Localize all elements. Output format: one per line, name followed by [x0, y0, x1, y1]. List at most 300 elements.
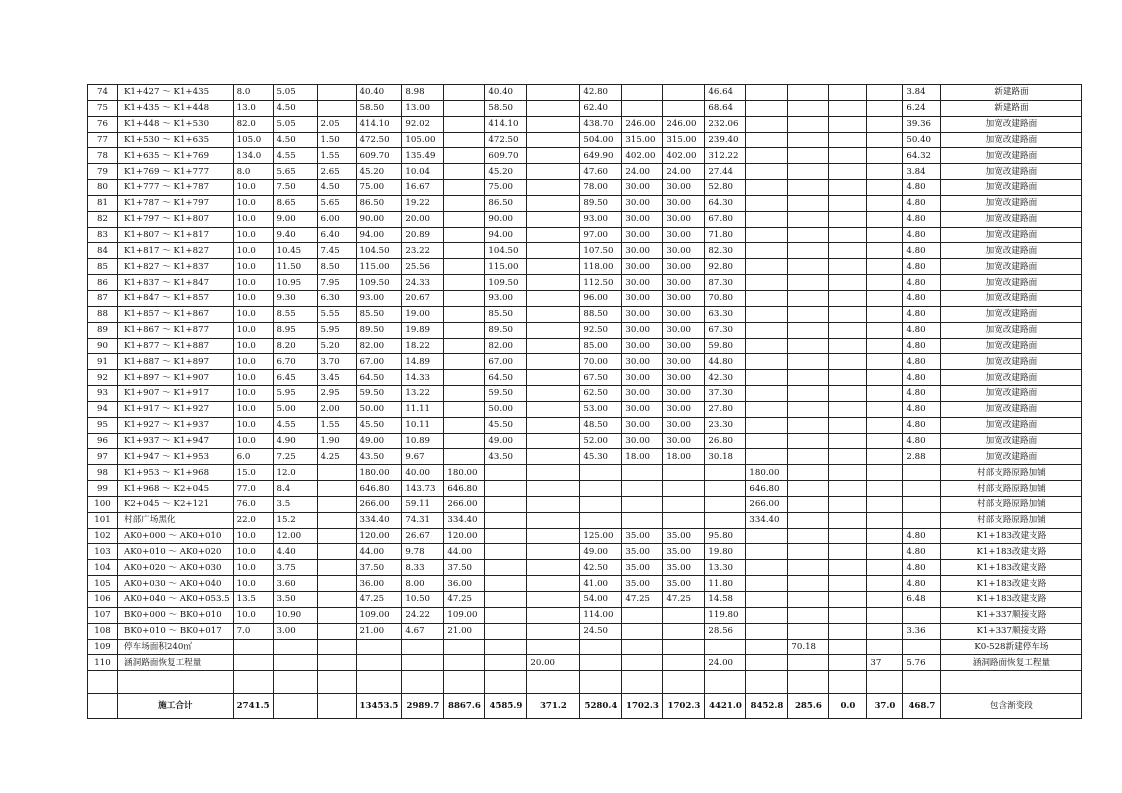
table-cell: [317, 560, 356, 576]
table-cell: [622, 655, 663, 671]
table-cell: K1+183改建支路: [941, 560, 1082, 576]
table-cell: [705, 639, 746, 655]
table-cell: [485, 623, 527, 639]
table-cell: 加宽改建路面: [941, 386, 1082, 402]
table-row: [88, 370, 1082, 386]
table-cell: [485, 671, 527, 694]
table-cell: [867, 576, 903, 592]
table-cell: [317, 465, 356, 481]
table-cell: [867, 560, 903, 576]
total-cell: 371.2: [527, 694, 580, 719]
table-cell: [788, 164, 829, 180]
table-cell: 3.60: [273, 576, 317, 592]
table-cell: 30.00: [622, 322, 663, 338]
table-cell: 87: [88, 290, 118, 306]
table-cell: [485, 560, 527, 576]
table-cell: [867, 164, 903, 180]
table-cell: 9.67: [402, 449, 444, 465]
table-cell: [527, 576, 580, 592]
table-cell: [527, 354, 580, 370]
table-cell: 109.00: [356, 607, 402, 623]
table-cell: 24.50: [580, 623, 622, 639]
table-row: [88, 243, 1082, 259]
table-cell: 30.00: [622, 243, 663, 259]
table-row: [88, 576, 1082, 592]
table-cell: [788, 560, 829, 576]
table-cell: 4.80: [903, 290, 941, 306]
table-cell: [829, 306, 867, 322]
table-cell: K1+827 ～ K1+837: [118, 259, 234, 275]
table-cell: [527, 623, 580, 639]
table-cell: 30.00: [663, 180, 705, 196]
table-cell: 109.00: [444, 607, 485, 623]
table-cell: 315.00: [622, 132, 663, 148]
table-cell: 90.00: [485, 211, 527, 227]
table-cell: 143.73: [402, 481, 444, 497]
table-cell: [746, 639, 788, 655]
table-cell: [580, 639, 622, 655]
table-row: [88, 132, 1082, 148]
table-cell: 27.80: [705, 401, 746, 417]
table-cell: K1+769 ～ K1+777: [118, 164, 234, 180]
table-cell: 5.65: [317, 195, 356, 211]
table-cell: 6.40: [317, 227, 356, 243]
table-cell: 10.95: [273, 275, 317, 291]
table-cell: 4.80: [903, 180, 941, 196]
table-cell: 30.00: [622, 259, 663, 275]
table-cell: 64.30: [705, 195, 746, 211]
total-row: [88, 694, 1082, 719]
table-cell: 30.00: [663, 417, 705, 433]
table-cell: 30.00: [663, 290, 705, 306]
table-cell: 10.0: [233, 607, 273, 623]
table-cell: 35.00: [622, 528, 663, 544]
table-cell: 37.30: [705, 386, 746, 402]
table-cell: [829, 449, 867, 465]
table-cell: [788, 85, 829, 101]
table-cell: 26.67: [402, 528, 444, 544]
table-cell: 7.0: [233, 623, 273, 639]
table-cell: 89: [88, 322, 118, 338]
table-cell: 20.00: [527, 655, 580, 671]
table-cell: [527, 148, 580, 164]
table-cell: 加宽改建路面: [941, 243, 1082, 259]
table-cell: 92.80: [705, 259, 746, 275]
table-cell: 13.00: [402, 100, 444, 116]
table-cell: 334.40: [444, 512, 485, 528]
table-row: [88, 481, 1082, 497]
table-cell: 4.80: [903, 417, 941, 433]
table-cell: 30.00: [663, 370, 705, 386]
table-cell: [867, 528, 903, 544]
table-cell: [527, 465, 580, 481]
table-cell: [829, 417, 867, 433]
table-cell: 10.0: [233, 528, 273, 544]
table-cell: 104.50: [356, 243, 402, 259]
table-cell: 13.22: [402, 386, 444, 402]
table-cell: [829, 243, 867, 259]
table-cell: [444, 227, 485, 243]
table-cell: 180.00: [746, 465, 788, 481]
table-cell: [867, 639, 903, 655]
table-cell: 30.00: [663, 386, 705, 402]
table-cell: [788, 180, 829, 196]
table-cell: 30.00: [663, 243, 705, 259]
table-cell: 15.2: [273, 512, 317, 528]
table-cell: [527, 85, 580, 101]
table-cell: [788, 528, 829, 544]
table-cell: 114.00: [580, 607, 622, 623]
table-row: [88, 401, 1082, 417]
table-cell: 3.00: [273, 623, 317, 639]
table-cell: K1+867 ～ K1+877: [118, 322, 234, 338]
table-cell: [829, 164, 867, 180]
table-cell: 20.89: [402, 227, 444, 243]
table-cell: 81: [88, 195, 118, 211]
table-cell: [444, 639, 485, 655]
table-cell: 36.00: [356, 576, 402, 592]
table-row: [88, 592, 1082, 608]
table-cell: [867, 512, 903, 528]
table-cell: [746, 211, 788, 227]
table-cell: 8.20: [273, 338, 317, 354]
table-cell: 30.00: [622, 275, 663, 291]
table-cell: 43.50: [485, 449, 527, 465]
table-cell: 45.30: [580, 449, 622, 465]
table-cell: 76: [88, 116, 118, 132]
table-cell: [867, 338, 903, 354]
table-cell: [829, 85, 867, 101]
table-cell: [705, 512, 746, 528]
table-cell: 47.25: [356, 592, 402, 608]
table-cell: 104: [88, 560, 118, 576]
table-cell: 5.95: [273, 386, 317, 402]
table-cell: [622, 481, 663, 497]
table-cell: 8.65: [273, 195, 317, 211]
table-cell: [317, 623, 356, 639]
table-cell: [580, 496, 622, 512]
table-cell: [317, 85, 356, 101]
table-cell: 5.00: [273, 401, 317, 417]
blank-row: [88, 671, 1082, 694]
table-cell: 87.30: [705, 275, 746, 291]
table-cell: K1+448 ～ K1+530: [118, 116, 234, 132]
table-cell: 50.00: [485, 401, 527, 417]
table-cell: [867, 227, 903, 243]
table-cell: [88, 694, 118, 719]
table-cell: [527, 528, 580, 544]
table-cell: [444, 401, 485, 417]
table-cell: [903, 639, 941, 655]
table-cell: [527, 116, 580, 132]
table-row: [88, 623, 1082, 639]
table-cell: 106: [88, 592, 118, 608]
table-cell: 25.56: [402, 259, 444, 275]
table-cell: 10.90: [273, 607, 317, 623]
table-cell: 10.0: [233, 417, 273, 433]
table-cell: [829, 655, 867, 671]
table-cell: 5.05: [273, 85, 317, 101]
table-cell: [485, 655, 527, 671]
table-cell: AK0+020 ～ AK0+030: [118, 560, 234, 576]
table-cell: 4.50: [273, 100, 317, 116]
quantity-table-sheet: [87, 84, 1082, 719]
table-cell: K1+777 ～ K1+787: [118, 180, 234, 196]
table-row: [88, 655, 1082, 671]
table-cell: [402, 639, 444, 655]
table-cell: 74: [88, 85, 118, 101]
table-cell: 加宽改建路面: [941, 275, 1082, 291]
table-cell: [317, 544, 356, 560]
table-cell: 40.40: [485, 85, 527, 101]
table-cell: 10.0: [233, 354, 273, 370]
table-cell: [867, 132, 903, 148]
table-cell: 49.00: [580, 544, 622, 560]
table-cell: [746, 417, 788, 433]
table-cell: [788, 275, 829, 291]
table-cell: [622, 465, 663, 481]
table-cell: [663, 671, 705, 694]
table-cell: 59.11: [402, 496, 444, 512]
table-cell: 3.45: [317, 370, 356, 386]
table-cell: 44.80: [705, 354, 746, 370]
table-cell: 414.10: [356, 116, 402, 132]
total-cell: 2741.5: [233, 694, 273, 719]
table-row: [88, 386, 1082, 402]
table-row: [88, 354, 1082, 370]
table-cell: [903, 671, 941, 694]
table-cell: 75.00: [356, 180, 402, 196]
table-cell: [527, 370, 580, 386]
table-cell: 23.30: [705, 417, 746, 433]
table-cell: [622, 671, 663, 694]
table-cell: [867, 449, 903, 465]
table-cell: 59.80: [705, 338, 746, 354]
table-cell: 8.0: [233, 85, 273, 101]
table-cell: [867, 100, 903, 116]
table-cell: K1+183改建支路: [941, 576, 1082, 592]
table-row: [88, 338, 1082, 354]
table-cell: [829, 370, 867, 386]
table-row: [88, 465, 1082, 481]
table-cell: [829, 211, 867, 227]
table-cell: [788, 544, 829, 560]
table-cell: [317, 100, 356, 116]
table-cell: 86.50: [356, 195, 402, 211]
table-cell: 100: [88, 496, 118, 512]
table-cell: 10.0: [233, 306, 273, 322]
table-cell: [867, 290, 903, 306]
table-cell: 108: [88, 623, 118, 639]
table-cell: 47.25: [663, 592, 705, 608]
table-cell: 52.80: [705, 180, 746, 196]
table-cell: 4.80: [903, 560, 941, 576]
table-cell: [317, 607, 356, 623]
table-cell: 加宽改建路面: [941, 338, 1082, 354]
table-cell: 27.44: [705, 164, 746, 180]
total-cell: 0.0: [829, 694, 867, 719]
table-cell: 4.90: [273, 433, 317, 449]
table-cell: [829, 465, 867, 481]
table-cell: 115.00: [356, 259, 402, 275]
table-cell: 48.50: [580, 417, 622, 433]
table-cell: 266.00: [444, 496, 485, 512]
table-cell: K1+337顺接支路: [941, 623, 1082, 639]
table-cell: 1.50: [317, 132, 356, 148]
table-cell: [580, 481, 622, 497]
table-cell: 涵洞路面恢复工程量: [118, 655, 234, 671]
table-cell: 10.0: [233, 560, 273, 576]
table-cell: 6.30: [317, 290, 356, 306]
total-cell: 1702.3: [622, 694, 663, 719]
table-cell: [663, 85, 705, 101]
table-cell: 9.30: [273, 290, 317, 306]
table-cell: 8.50: [317, 259, 356, 275]
table-cell: [444, 275, 485, 291]
table-cell: 93.00: [485, 290, 527, 306]
table-cell: 3.84: [903, 85, 941, 101]
table-cell: [746, 671, 788, 694]
table-cell: 94: [88, 401, 118, 417]
table-cell: 58.50: [485, 100, 527, 116]
table-cell: 101: [88, 512, 118, 528]
table-cell: 15.0: [233, 465, 273, 481]
table-cell: [867, 401, 903, 417]
total-cell: 8867.6: [444, 694, 485, 719]
table-cell: 76.0: [233, 496, 273, 512]
table-cell: [527, 275, 580, 291]
table-cell: 村部支路原路加铺: [941, 512, 1082, 528]
table-cell: 30.00: [663, 275, 705, 291]
table-cell: [527, 496, 580, 512]
table-cell: [444, 259, 485, 275]
total-cell: 1702.3: [663, 694, 705, 719]
table-cell: 104.50: [485, 243, 527, 259]
table-cell: [402, 655, 444, 671]
table-cell: 53.00: [580, 401, 622, 417]
table-cell: BK0+000 ～ BK0+010: [118, 607, 234, 623]
table-cell: K1+937 ～ K1+947: [118, 433, 234, 449]
table-cell: 14.89: [402, 354, 444, 370]
table-row: [88, 211, 1082, 227]
table-cell: [788, 449, 829, 465]
table-cell: 103: [88, 544, 118, 560]
table-cell: 4.80: [903, 306, 941, 322]
table-cell: [746, 259, 788, 275]
table-cell: 24.33: [402, 275, 444, 291]
table-cell: 71.80: [705, 227, 746, 243]
table-row: [88, 607, 1082, 623]
table-cell: [829, 544, 867, 560]
table-cell: [527, 180, 580, 196]
table-cell: 120.00: [444, 528, 485, 544]
table-cell: 加宽改建路面: [941, 322, 1082, 338]
table-cell: [903, 496, 941, 512]
table-cell: [317, 481, 356, 497]
table-cell: 加宽改建路面: [941, 354, 1082, 370]
table-cell: [867, 671, 903, 694]
table-cell: [746, 227, 788, 243]
table-cell: 8.95: [273, 322, 317, 338]
table-cell: [829, 354, 867, 370]
table-cell: 30.00: [663, 227, 705, 243]
table-cell: 4.80: [903, 528, 941, 544]
table-cell: AK0+030 ～ AK0+040: [118, 576, 234, 592]
table-cell: 70.18: [788, 639, 829, 655]
table-cell: [829, 592, 867, 608]
table-cell: 35.00: [663, 528, 705, 544]
table-cell: [829, 512, 867, 528]
table-cell: 4.80: [903, 433, 941, 449]
table-cell: [788, 433, 829, 449]
table-cell: 涵洞路面恢复工程量: [941, 655, 1082, 671]
table-row: [88, 639, 1082, 655]
table-cell: 107.50: [580, 243, 622, 259]
table-cell: 180.00: [356, 465, 402, 481]
table-cell: 472.50: [356, 132, 402, 148]
table-cell: 26.80: [705, 433, 746, 449]
table-cell: 89.50: [580, 195, 622, 211]
table-cell: 4.80: [903, 338, 941, 354]
table-cell: 84: [88, 243, 118, 259]
table-row: [88, 85, 1082, 101]
table-cell: 10.0: [233, 401, 273, 417]
table-cell: 22.0: [233, 512, 273, 528]
table-cell: 8.98: [402, 85, 444, 101]
table-cell: 54.00: [580, 592, 622, 608]
table-cell: 新建路面: [941, 100, 1082, 116]
table-cell: 10.0: [233, 290, 273, 306]
table-cell: [527, 322, 580, 338]
table-cell: [746, 164, 788, 180]
table-cell: K1+947 ～ K1+953: [118, 449, 234, 465]
table-cell: 82.0: [233, 116, 273, 132]
table-cell: 5.05: [273, 116, 317, 132]
table-cell: 97: [88, 449, 118, 465]
table-cell: K1+787 ～ K1+797: [118, 195, 234, 211]
table-cell: 646.80: [356, 481, 402, 497]
table-cell: [829, 433, 867, 449]
table-cell: 8.33: [402, 560, 444, 576]
table-cell: [788, 671, 829, 694]
table-cell: [580, 512, 622, 528]
table-cell: 50.40: [903, 132, 941, 148]
table-cell: 105.0: [233, 132, 273, 148]
table-row: [88, 560, 1082, 576]
table-cell: [622, 607, 663, 623]
quantity-table: [87, 84, 1082, 719]
table-cell: 95.80: [705, 528, 746, 544]
table-cell: 19.00: [402, 306, 444, 322]
table-cell: 3.5: [273, 496, 317, 512]
table-cell: 加宽改建路面: [941, 417, 1082, 433]
table-cell: 42.30: [705, 370, 746, 386]
table-cell: 646.80: [444, 481, 485, 497]
table-cell: 94.00: [356, 227, 402, 243]
table-cell: 239.40: [705, 132, 746, 148]
table-cell: 4.50: [317, 180, 356, 196]
table-cell: [867, 354, 903, 370]
table-cell: AK0+000 ～ AK0+010: [118, 528, 234, 544]
table-cell: 30.00: [663, 211, 705, 227]
table-cell: [829, 528, 867, 544]
table-cell: 75: [88, 100, 118, 116]
table-cell: 99: [88, 481, 118, 497]
table-cell: [580, 465, 622, 481]
table-body: [88, 85, 1082, 719]
table-cell: [527, 290, 580, 306]
table-cell: 52.00: [580, 433, 622, 449]
